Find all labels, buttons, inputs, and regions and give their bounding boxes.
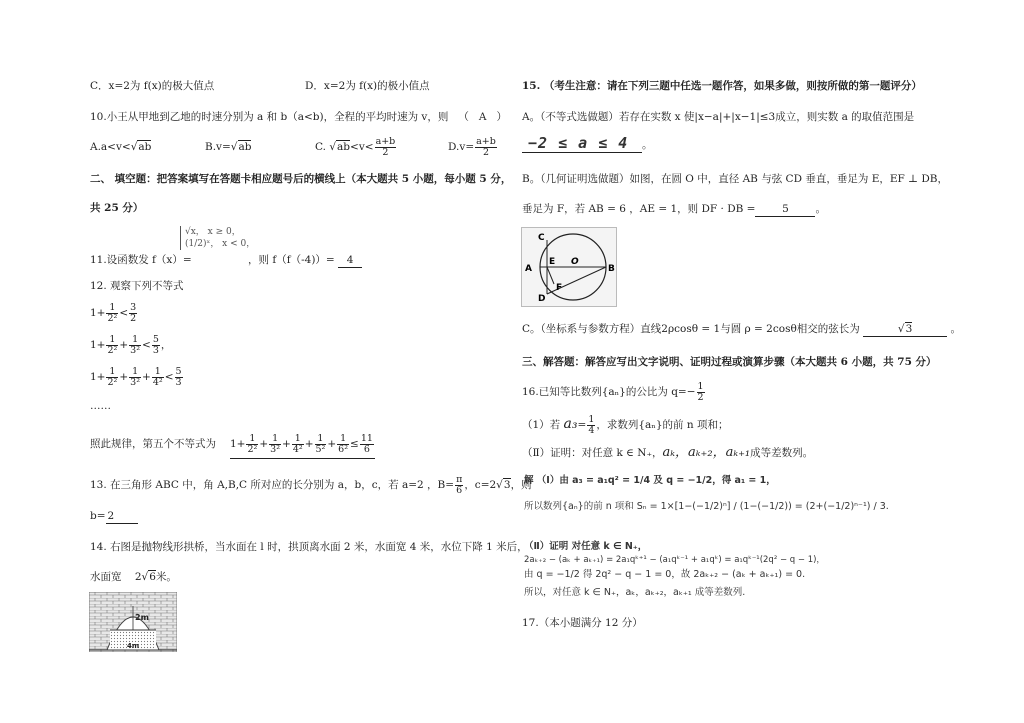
q14-answer: 2√6 xyxy=(134,571,156,583)
q9-option-d: D．x=2为 f(x)的极小值点 xyxy=(305,80,430,92)
q13-line xyxy=(90,471,532,499)
label-c: C xyxy=(538,233,545,243)
q12-stem: 12. 观察下列不等式 xyxy=(90,280,184,292)
q12-f xyxy=(292,434,304,455)
q12-fn: 1 xyxy=(315,434,327,445)
q12-plus: + xyxy=(119,371,129,383)
q16-stem-pre: 16.已知等比数列 xyxy=(522,386,602,398)
label-b: B xyxy=(608,264,615,274)
label-d: D xyxy=(538,294,546,304)
q10-d-num: a+b xyxy=(476,135,496,147)
q15-c-answer: 3 xyxy=(905,323,913,335)
q14-unit: 米。 xyxy=(155,571,177,583)
q14-label: 水面宽 xyxy=(90,571,122,583)
q12-fd: 2² xyxy=(247,443,258,455)
q12-plus: + xyxy=(142,371,151,383)
q12-lt: < xyxy=(142,339,151,351)
q12-r3-d: 3 xyxy=(175,376,182,388)
q16-seq: {aₙ} xyxy=(601,386,626,398)
q13-b-answer: 2 xyxy=(106,509,138,524)
q15-a-stem: A。（不等式选做题）若存在实数 x 使|x−a|+|x−1|≤3成立，则实数 a 的取值范围是 xyxy=(522,111,915,123)
q14-coef: 2 xyxy=(134,571,142,583)
q12-fd: 3² xyxy=(130,344,141,356)
q15-a-period: 。 xyxy=(642,139,653,151)
q12-one: 1+ xyxy=(230,438,246,450)
q10-c-label: C. xyxy=(315,141,326,153)
q12-r3 xyxy=(175,367,183,388)
q16-stem xyxy=(522,378,706,406)
q13-radicand: 3 xyxy=(503,479,511,491)
q12-r2-d: 3 xyxy=(152,344,159,356)
section3-title: 三、解答题：解答应写出文字说明、证明过程或演算步骤（本大题共 6 小题，共 75 分） xyxy=(522,356,937,368)
q11-line xyxy=(90,253,192,267)
q11-answer: 4 xyxy=(338,253,362,268)
q9-option-c: C．x=2为 f(x)的极大值点 xyxy=(90,80,215,92)
q12-fifth-rhs-n: 11 xyxy=(360,432,373,444)
q15-c-stem: C。（坐标系与参数方程）直线2ρcosθ = 1与圆 ρ = 2cosθ相交的弦长为 xyxy=(522,323,860,335)
q13-b-line xyxy=(90,509,138,524)
q12-r2-n: 5 xyxy=(152,333,159,345)
q16-solution-line6: 所以，对任意 k ∈ N₊，aₖ，aₖ₊₂，aₖ₊₁ 成等差数列. xyxy=(524,587,746,598)
q10-c-mid: <v< xyxy=(350,141,374,153)
q10-d-label: D.v= xyxy=(448,141,475,153)
q12-f xyxy=(106,335,118,356)
q12-f xyxy=(129,335,141,356)
q10-c-den: 2 xyxy=(382,146,389,158)
q16-solution-line1: 解 （Ⅰ）由 a₃ = a₁q² = 1/4 及 q = −1/2，得 a₁ = 1， xyxy=(524,475,776,486)
q12-fd: 2² xyxy=(107,376,118,388)
q11-tail xyxy=(248,253,362,268)
q15-b-stem: B。（几何证明选做题）如图，在圆 O 中，直径 AB 与弦 CD 垂直，垂足为 E，EF ⊥ DB， xyxy=(522,173,948,185)
q12-lt: < xyxy=(119,307,129,319)
q16-p1-d: 4 xyxy=(588,424,595,436)
q14-answer-line xyxy=(90,570,177,584)
q16-q-n: 1 xyxy=(697,380,704,392)
q16-q-d: 2 xyxy=(697,391,704,403)
q16-a3: a₃ xyxy=(563,416,578,432)
q12-plus: + xyxy=(282,438,291,450)
q16-solution-line3: （Ⅱ）证明 对任意 k ∈ N₊， xyxy=(524,541,648,552)
q12-fd: 2² xyxy=(107,344,118,356)
q12-fd: 4² xyxy=(292,443,303,455)
q11-pre: 11.设函数发 f（x）= xyxy=(90,254,192,266)
q12-plus: + xyxy=(304,438,314,450)
q13-b-label: b= xyxy=(90,510,106,522)
q15-a-answer-line xyxy=(522,136,653,153)
q15-a-answer-blank xyxy=(522,136,642,153)
q12-ineq-3 xyxy=(90,363,184,391)
q13-sqrt3: √3 xyxy=(496,479,511,491)
q12-f xyxy=(246,434,258,455)
q12-plus: + xyxy=(259,438,269,450)
q12-fn: 1 xyxy=(129,367,141,378)
q10-d-den: 2 xyxy=(482,146,489,158)
q10-option-c xyxy=(315,134,397,160)
q17-title: 17.（本小题满分 12 分） xyxy=(522,617,643,629)
q12-fifth-answer xyxy=(230,430,375,459)
q12-r2 xyxy=(152,335,160,356)
q10-a-sqrt: √ab xyxy=(130,141,152,153)
q13-six: 6 xyxy=(456,484,463,496)
q12-f1-n: 1 xyxy=(106,303,118,314)
q12-fifth-ineq xyxy=(230,430,375,459)
q10-option-b xyxy=(205,140,251,154)
q13-pi: π xyxy=(456,473,463,485)
q13-pi-over-6 xyxy=(455,475,463,496)
q10-a-radicand: ab xyxy=(138,141,152,153)
q16-q-frac xyxy=(697,382,705,403)
q12-plus: + xyxy=(327,438,337,450)
label-a: A xyxy=(525,264,532,274)
q16-solution-line2: 所以数列{aₙ}的前 n 项和 Sₙ = 1×[1−(−1/2)ⁿ] / (1−(−1/2)) = (2+(−1/2)ⁿ⁻¹) / 3. xyxy=(524,501,889,512)
q10-b-radicand: ab xyxy=(238,141,252,153)
q15-c-line xyxy=(522,322,961,337)
q12-fd: 5² xyxy=(315,443,326,455)
q12-r1-n: 3 xyxy=(130,301,137,313)
q12-fn: 1 xyxy=(106,335,118,346)
q15-c-period: 。 xyxy=(950,323,961,335)
q10-stem-text: 10.小王从甲地到乙地的时速分别为 a 和 b（a<b)，全程的平均时速为 v，则 xyxy=(90,111,449,123)
q10-c-radicand: ab xyxy=(337,141,351,153)
q12-r1-d: 2 xyxy=(130,312,137,324)
q15-b-period: 。 xyxy=(815,203,826,215)
q13-tail: ，则 xyxy=(510,479,532,491)
q16-p1-n: 1 xyxy=(588,413,595,425)
q10-answer: A xyxy=(478,111,487,123)
q16-p1-post: ，求数列{aₙ}的前 n 项和； xyxy=(596,419,729,431)
q10-c-sqrt: √ab xyxy=(329,141,351,153)
q12-f xyxy=(106,367,118,388)
q10-d-fraction xyxy=(475,137,497,158)
q13-stem: 13. 在三角形 ABC 中，角 A,B,C 所对应的长分别为 a，b，c，若 a=2 ，B= xyxy=(90,479,455,491)
q10-b-sqrt: √ab xyxy=(230,141,252,153)
q16-p2-post: 成等差数列。 xyxy=(750,447,814,459)
q10-option-d xyxy=(448,134,498,160)
q12-fn: 1 xyxy=(292,434,304,445)
q12-fn: 1 xyxy=(152,367,164,378)
label-o: O xyxy=(571,257,579,267)
q15-b-answer: 5 xyxy=(755,202,815,217)
q12-fifth-rhs xyxy=(360,434,374,455)
q14-rad: 6 xyxy=(149,571,156,583)
q12-fifth-rhs-d: 6 xyxy=(363,443,370,455)
q12-f1-d: 2² xyxy=(107,312,118,324)
q12-dots: …… xyxy=(90,400,111,412)
q12-r1 xyxy=(129,303,137,324)
q12-f xyxy=(315,434,327,455)
q11-piece-2: (1/2)ˣ， x < 0， xyxy=(185,239,256,249)
q12-fn: 1 xyxy=(106,367,118,378)
label-4m: 4m xyxy=(127,642,140,650)
q10-option-a xyxy=(90,140,151,154)
circle-geometry-figure xyxy=(521,227,617,307)
q16-solution-line5: 由 q = −1/2 得 2q² − q − 1 = 0，故 2aₖ₊₂ − (aₖ + aₖ₊₁) = 0. xyxy=(524,569,806,580)
q10-b-text: B.v= xyxy=(205,141,231,153)
q16-p2-terms: aₖ，aₖ₊₂，aₖ₊₁ xyxy=(662,445,751,460)
q10-stem: 10.小王从甲地到乙地的时速分别为 a 和 b（a<b)，全程的平均时速为 v，则 （ A ） xyxy=(90,111,507,123)
q15-c-answer-blank: √3 xyxy=(863,322,947,337)
q11-piece-1: √x， x ≥ 0， xyxy=(185,227,241,237)
q12-fd: 3² xyxy=(270,443,281,455)
section2-title: 二、 填空题：把答案填写在答题卡相应题号后的横线上（本大题共 5 小题，每小题 5 分， xyxy=(90,173,512,185)
label-2m: 2m xyxy=(135,613,149,622)
q16-solution-line4: 2aₖ₊₂ − (aₖ + aₖ₊₁) = 2a₁qᵏ⁺¹ − (a₁qᵏ⁻¹ + a₁qᵏ) = a₁qᵏ⁻¹(2q² − q − 1)， xyxy=(524,555,825,565)
arch-bridge-figure xyxy=(89,592,177,652)
q12-f xyxy=(129,367,141,388)
q10-a-text: A.a<v< xyxy=(90,141,131,153)
q12-fn: 1 xyxy=(269,434,281,445)
q14-stem: 14. 右图是抛物线形拱桥，当水面在 l 时，拱顶离水面 2 米，水面宽 4 米，水位下降 1 米后， xyxy=(90,541,528,553)
q12-f xyxy=(337,434,349,455)
q12-one: 1+ xyxy=(90,307,106,319)
q15-b-stem2: 垂足为 F，若 AB = 6 ，AE = 1，则 DF · DB = xyxy=(522,203,756,215)
q12-fd: 3² xyxy=(130,376,141,388)
q12-fifth-label: 照此规律，第五个不等式为 xyxy=(90,438,216,450)
q12-le: ≤ xyxy=(350,438,359,450)
q13-c: ，c=2 xyxy=(464,479,497,491)
q12-one: 1+ xyxy=(90,371,106,383)
q16-stem-post: 的公比为 q=− xyxy=(625,386,696,398)
label-f: F xyxy=(556,283,563,293)
q12-f xyxy=(269,434,281,455)
q16-p1-frac xyxy=(587,415,595,436)
q16-p1-pre: （1）若 xyxy=(522,419,561,431)
q15-title: 15. （考生注意：请在下列三题中任选一题作答，如果多做，则按所做的第一题评分） xyxy=(522,80,922,92)
q12-r3-n: 5 xyxy=(175,365,182,377)
q16-p2-pre: （Ⅱ）证明：对任意 k ∈ N₊， xyxy=(522,447,663,459)
q12-ineq-1 xyxy=(90,299,138,327)
q12-fd: 4² xyxy=(152,376,163,388)
q12-fn: 1 xyxy=(337,434,349,445)
q10-c-num: a+b xyxy=(375,135,396,147)
q12-fd: 6² xyxy=(338,443,349,455)
q16-part1 xyxy=(522,410,728,439)
q12-comma: ， xyxy=(160,339,172,351)
q15-a-answer: −2 ≤ a ≤ 4 xyxy=(528,134,629,152)
q11-piecewise xyxy=(180,226,255,250)
q15-b-line2 xyxy=(522,202,826,217)
q16-part2 xyxy=(522,446,813,460)
label-e: E xyxy=(549,257,556,267)
q12-ineq-2 xyxy=(90,331,171,359)
q12-fn: 1 xyxy=(246,434,258,445)
q11-post: ，则 f（f（-4)）= xyxy=(248,254,335,266)
q12-one: 1+ xyxy=(90,339,106,351)
q12-fn: 1 xyxy=(129,335,141,346)
q12-lt: < xyxy=(164,371,174,383)
q12-f1 xyxy=(106,303,118,324)
q12-plus: + xyxy=(119,339,129,351)
q10-c-fraction xyxy=(375,137,397,158)
section2-title-cont: 共 25 分） xyxy=(90,202,144,214)
q16-eq: = xyxy=(577,419,587,431)
q12-f xyxy=(152,367,164,388)
